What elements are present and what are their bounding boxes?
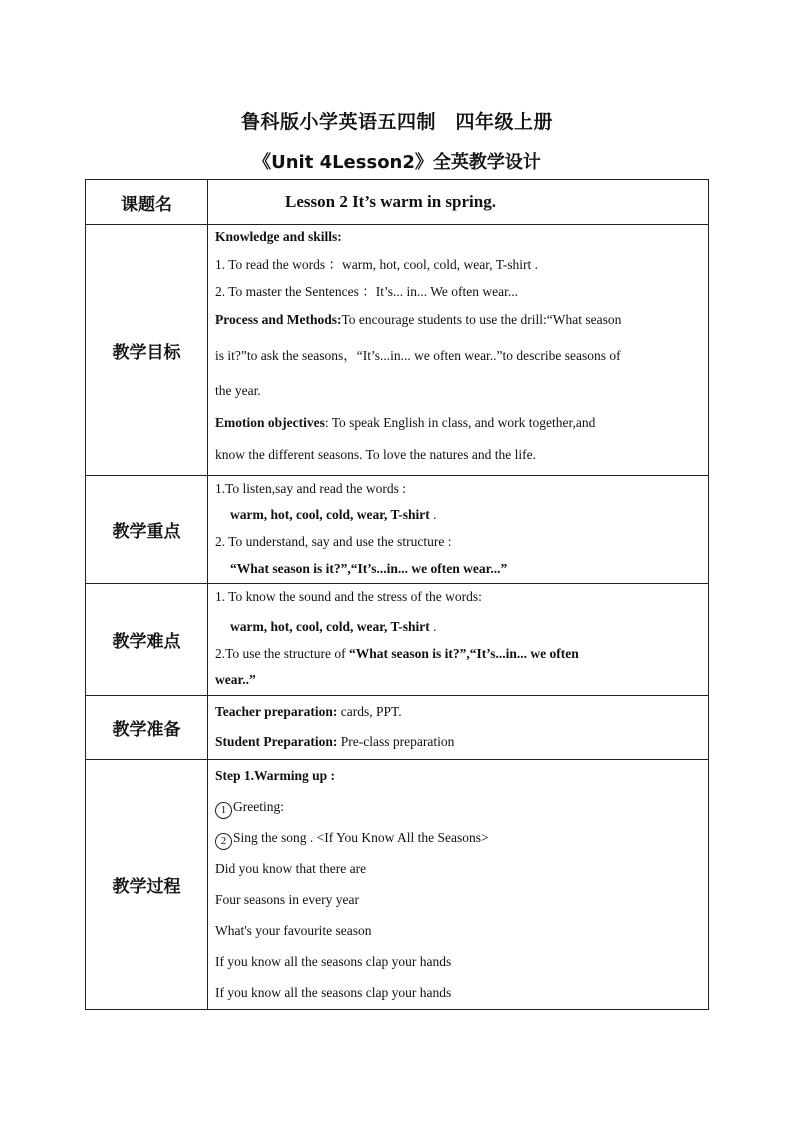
- objectives-label: 教学目标: [86, 225, 208, 476]
- emotion-heading: Emotion objectives: [215, 415, 325, 430]
- difficulty-words-bold: warm, hot, cool, cold, wear, T-shirt: [230, 619, 430, 634]
- process-methods-line-3: the year.: [215, 383, 261, 398]
- preparation-label: 教学准备: [86, 696, 208, 760]
- lyric-line: Four seasons in every year: [215, 892, 359, 907]
- key-words-tail: .: [429, 507, 437, 522]
- document-subtitle: 《Unit 4Lesson2》全英教学设计: [253, 152, 541, 173]
- student-preparation-heading: Student Preparation:: [215, 734, 338, 749]
- knowledge-item-1: 1. To read the words ：warm, hot, cool, cold, wear, T-shirt .: [215, 257, 538, 272]
- difficulty-2: [215, 642, 701, 666]
- table-row-process: [86, 760, 709, 1010]
- table-row-preparation: [86, 696, 709, 760]
- topic-cell: [208, 180, 709, 225]
- teacher-preparation-heading: Teacher preparation:: [215, 704, 338, 719]
- key-words-bold: warm, hot, cool, cold, wear, T-shirt: [230, 507, 430, 522]
- difficulties-cell: [208, 584, 709, 696]
- key-point-1: 1.To listen,say and read the words :: [215, 481, 407, 496]
- lesson-plan-table: [85, 179, 709, 1010]
- greeting-text: Greeting:: [233, 799, 284, 814]
- process-item-song: [215, 822, 701, 853]
- teacher-preparation: [215, 696, 701, 728]
- process-heading: Process and Methods:: [215, 312, 342, 327]
- difficulty-2-structure: “What season is it?”,“It’s...in... we often: [349, 646, 579, 661]
- document-title: 鲁科版小学英语五四制 四年级上册: [240, 111, 553, 133]
- difficulties-label: 教学难点: [86, 584, 208, 696]
- lyric-line: What's your favourite season: [215, 923, 372, 938]
- knowledge-heading: Knowledge and skills:: [215, 229, 342, 244]
- lyric-line: If you know all the seasons clap your hands: [215, 954, 452, 969]
- circled-number-icon: 1: [215, 802, 232, 819]
- difficulty-2-pre: 2.To use the structure of: [215, 646, 350, 661]
- difficulty-1: 1. To know the sound and the stress of the words:: [215, 589, 482, 604]
- emotion-line-2: know the different seasons. To love the natures and the life.: [215, 447, 536, 462]
- student-preparation: [215, 728, 701, 756]
- topic-label: 课题名: [86, 180, 208, 225]
- lyric-line: If you know all the seasons clap your hands: [215, 985, 452, 1000]
- difficulty-2-cont: wear..”: [215, 672, 256, 687]
- circled-number-icon: 2: [215, 833, 232, 850]
- emotion-line-1: [215, 405, 701, 441]
- process-methods-line-1: [215, 305, 701, 335]
- key-point-words: [215, 504, 701, 526]
- table-row-topic: [86, 180, 709, 225]
- process-label: 教学过程: [86, 760, 208, 1010]
- lyric-line: Did you know that there are: [215, 861, 367, 876]
- key-point-structure: “What season is it?”,“It’s...in... we often wear...”: [230, 561, 508, 576]
- difficulty-words-tail: .: [429, 619, 437, 634]
- lesson-title: Lesson 2 It’s warm in spring.: [285, 192, 496, 211]
- process-item-greeting: [215, 791, 701, 822]
- emotion-text-1: : To speak English in class, and work together,and: [324, 415, 596, 430]
- student-preparation-text: Pre-class preparation: [337, 734, 455, 749]
- teacher-preparation-text: cards, PPT.: [337, 704, 402, 719]
- objectives-cell: [208, 225, 709, 476]
- difficulty-words: [215, 612, 701, 642]
- process-methods-line-2: is it?”to ask the seasons，“It’s...in... we often wear..”to describe seasons of: [215, 348, 621, 363]
- table-row-objectives: [86, 225, 709, 476]
- step-1-heading: Step 1.Warming up :: [215, 768, 336, 783]
- key-point-2: 2. To understand, say and use the structure :: [215, 534, 452, 549]
- process-text-1: To encourage students to use the drill:“What season: [341, 312, 622, 327]
- table-row-key-points: [86, 476, 709, 584]
- key-points-cell: [208, 476, 709, 584]
- process-cell: [208, 760, 709, 1010]
- song-text: Sing the song . <If You Know All the Seasons>: [233, 830, 489, 845]
- preparation-cell: [208, 696, 709, 760]
- key-points-label: 教学重点: [86, 476, 208, 584]
- table-row-difficulties: [86, 584, 709, 696]
- knowledge-item-2: 2. To master the Sentences ：It’s... in... We often wear...: [215, 284, 519, 299]
